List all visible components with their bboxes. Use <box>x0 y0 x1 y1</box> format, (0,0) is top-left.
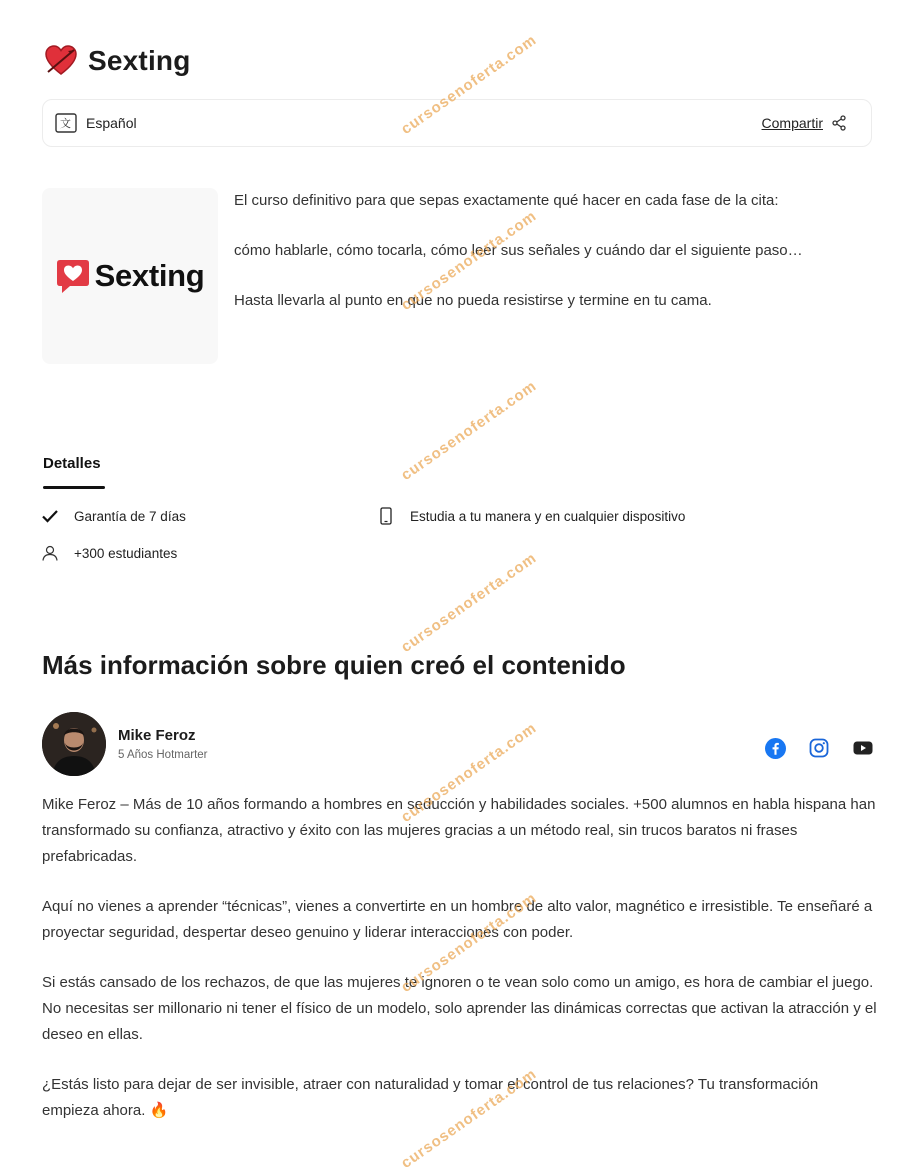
author-card <box>42 712 207 776</box>
tab-details-underline <box>43 486 105 489</box>
watermark: cursosenoferta.com <box>398 549 540 656</box>
feature-label: Estudia a tu manera y en cualquier dispositivo <box>410 508 686 524</box>
heart-arrow-icon <box>44 44 78 78</box>
course-cover-image <box>42 188 218 364</box>
course-title: Sexting <box>88 45 191 76</box>
creator-section-title: Más información sobre quien creó el contenido <box>42 650 626 680</box>
description-paragraph: cómo hablarle, cómo tocarla, cómo leer sus señales y cuándo dar el siguiente paso… <box>234 242 803 259</box>
bio-paragraph: Aquí no vienes a aprender “técnicas”, vienes a convertirte en un hombre de alto valor, magnético e irresistible. Te enseñaré a proyectar seguridad, despertar deseo genuino y liderar interacciones con poder. <box>42 898 873 941</box>
watermark: cursosenoferta.com <box>398 31 540 138</box>
svg-text:文: 文 <box>60 117 71 130</box>
facebook-icon[interactable] <box>764 737 786 759</box>
watermark: cursosenoferta.com <box>398 377 540 484</box>
social-links <box>764 737 874 759</box>
watermark: cursosenoferta.com <box>398 719 540 826</box>
share-button[interactable] <box>762 115 847 131</box>
language-share-bar <box>42 99 872 147</box>
feature-guarantee <box>42 507 186 525</box>
tab-details[interactable]: Detalles <box>43 455 101 472</box>
cover-brand-text: Sexting <box>94 258 205 293</box>
feature-students <box>42 544 177 562</box>
page-title <box>44 44 191 78</box>
instagram-icon[interactable] <box>808 737 830 759</box>
feature-label: +300 estudiantes <box>74 545 178 561</box>
description-paragraph: El curso definitivo para que sepas exactamente qué hacer en cada fase de la cita: <box>234 192 779 209</box>
translate-icon <box>55 113 77 133</box>
language-selector[interactable] <box>55 113 137 133</box>
author-name: Mike Feroz <box>118 727 196 744</box>
chat-heart-icon <box>56 258 90 294</box>
share-icon <box>831 115 847 131</box>
youtube-icon[interactable] <box>852 737 874 759</box>
mobile-icon <box>378 507 394 525</box>
description-paragraph: Hasta llevarla al punto en que no pueda resistirse y termine en tu cama. <box>234 292 712 309</box>
feature-label: Garantía de 7 días <box>74 508 186 524</box>
watermark: cursosenoferta.com <box>398 207 540 314</box>
author-bio <box>42 792 878 1148</box>
feature-any-device <box>378 507 685 525</box>
share-label: Compartir <box>761 115 823 131</box>
bio-paragraph: Mike Feroz – Más de 10 años formando a hombres en seducción y habilidades sociales. +500 alumnos en habla hispana han transformado su confianza, atractivo y éxito con las mujeres gracias a un método real, sin trucos baratos ni frases prefabricadas. <box>42 796 876 865</box>
user-icon <box>42 544 58 562</box>
course-description <box>234 190 874 340</box>
bio-paragraph: Si estás cansado de los rechazos, de que las mujeres te ignoren o te vean solo como un amigo, es hora de cambiar el juego. No necesitas ser millonario ni tener el físico de un modelo, solo aprender las dinámicas correctas que activan la atracción y el deseo en ellas. <box>42 974 877 1043</box>
check-icon <box>42 507 58 525</box>
avatar <box>42 712 106 776</box>
watermark: cursosenoferta.com <box>398 889 540 996</box>
language-label: Español <box>86 115 137 131</box>
author-subtitle: 5 Años Hotmarter <box>118 749 208 761</box>
watermark: cursosenoferta.com <box>398 1065 540 1172</box>
bio-paragraph: ¿Estás listo para dejar de ser invisible, atraer con naturalidad y tomar el control de tus relaciones? Tu transformación empieza ahora. 🔥 <box>42 1076 819 1119</box>
